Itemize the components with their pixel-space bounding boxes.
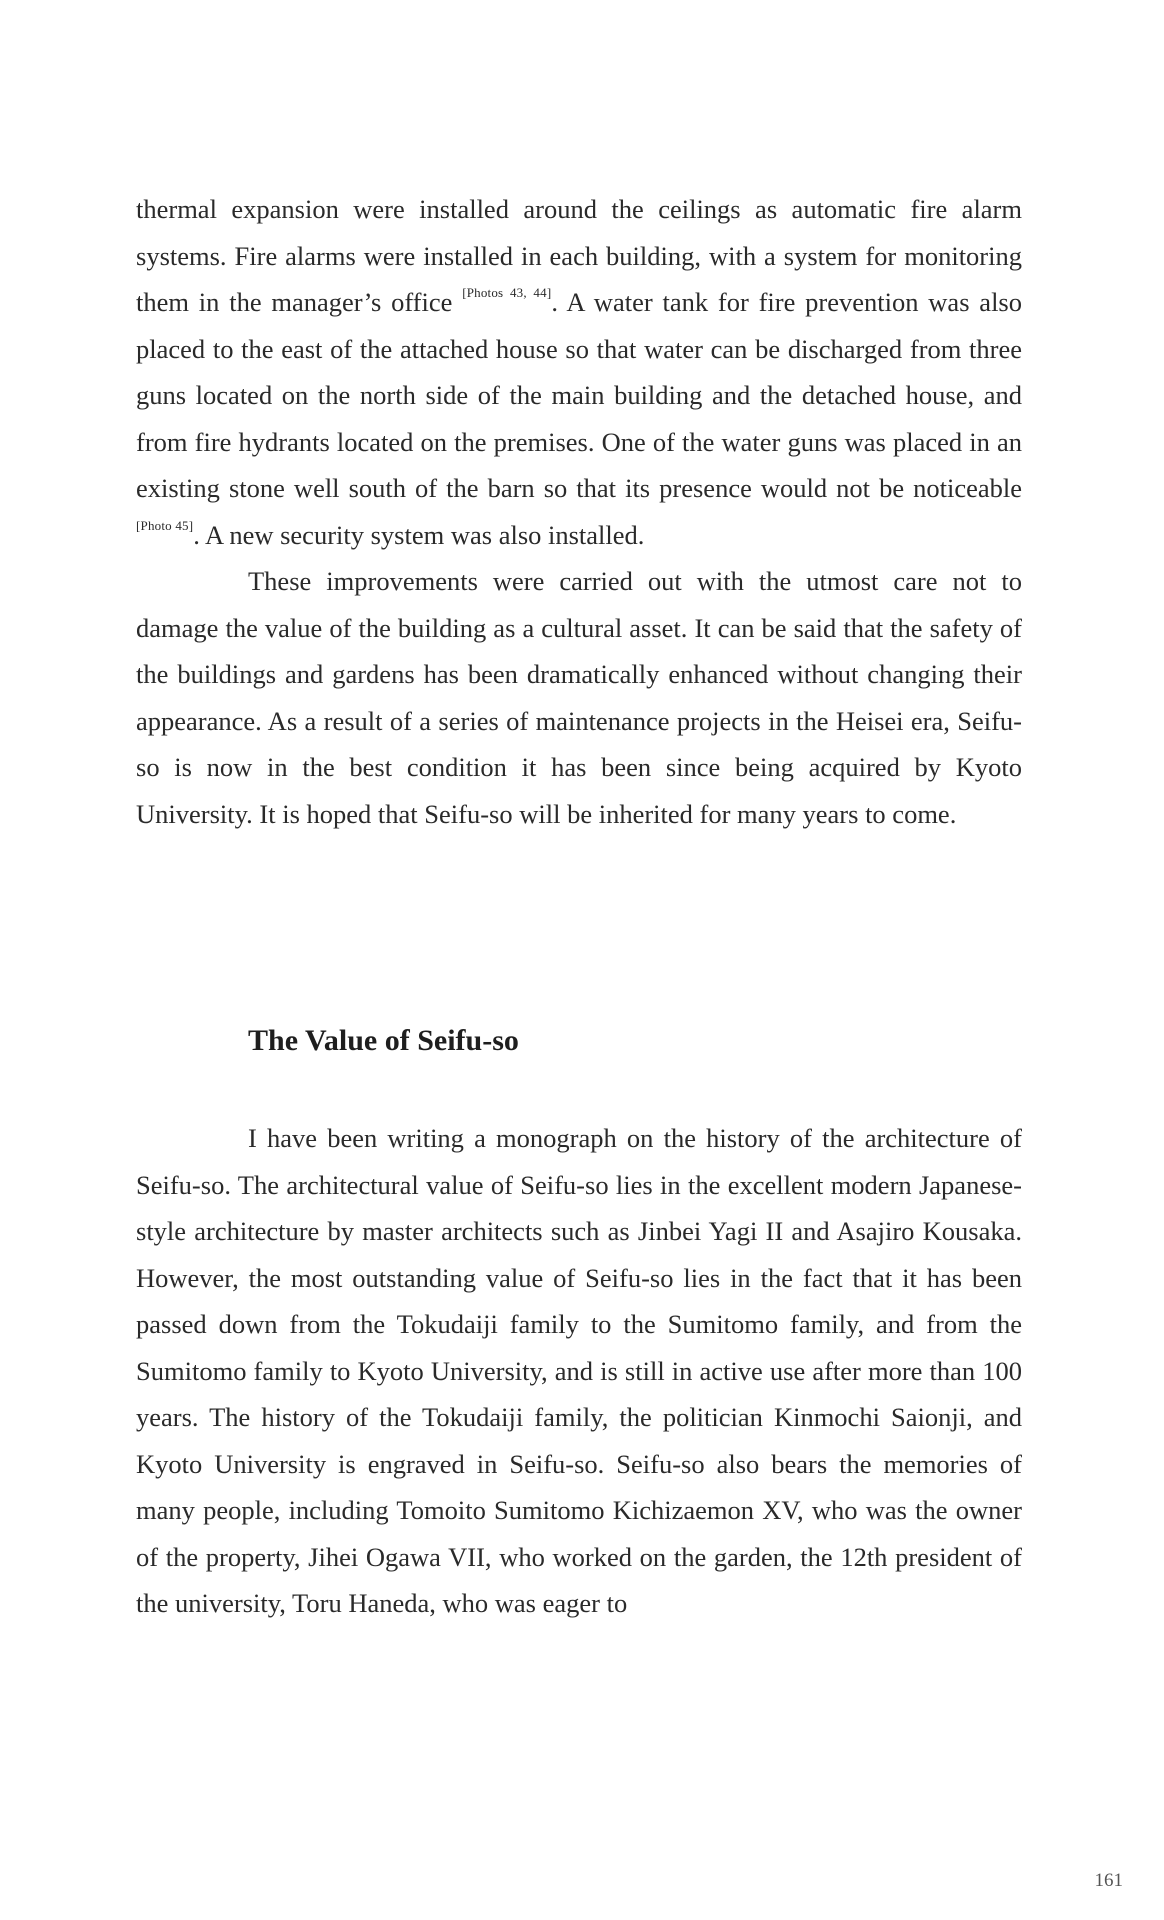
paragraph-fire-alarm-systems: [136, 186, 1022, 558]
paragraph-text: . A water tank for fire prevention was also placed to the east of the attached house so that water can be discharged from three guns located on the north side of the main building and the detached house, and from fire hydrants located on the premises. One of the water guns was placed in an existing stone well south of the barn so that its presence would not be noticeable: [136, 287, 1022, 503]
paragraph-text: . A new security system was also installed.: [193, 519, 645, 550]
photo-reference-45: [Photo 45]: [136, 517, 194, 533]
page-number: 161: [1094, 1870, 1123, 1891]
section-heading: The Value of Seifu-so: [248, 1024, 519, 1057]
paragraph-improvements: These improvements were carried out with the utmost care not to damage the value of the building as a cultural asset. It can be said that the safety of the buildings and gardens has been dramatically enhanced without changing their appearance. As a result of a series of maintenance projects in the Heisei era, Seifu-so is now in the best condition it has been since being acquired by Kyoto University. It is hoped that Seifu-so will be inherited for many years to come.: [136, 566, 1022, 829]
body-text-upper: [136, 186, 1022, 837]
paragraph-architectural-value: I have been writing a monograph on the history of the architecture of Seifu-so. The architectural value of Seifu-so lies in the excellent modern Japanese-style architecture by master architects such as Jinbei Yagi II and Asajiro Kousaka. However, the most outstanding value of Seifu-so lies in the fact that it has been passed down from the Tokudaiji family to the Sumitomo family, and from the Sumitomo family to Kyoto University, and is still in active use after more than 100 years. The history of the Tokudaiji family, the politician Kinmochi Saionji, and Kyoto University is engraved in Seifu-so. Seifu-so also bears the memories of many people, including Tomoito Sumitomo Kichizaemon XV, who was the owner of the property, Jihei Ogawa VII, who worked on the garden, the 12th president of the university, Toru Haneda, who was eager to: [136, 1123, 1022, 1618]
photo-reference-43-44: [Photos 43, 44]: [462, 285, 552, 300]
paragraph-text: thermal expansion were installed around the ceilings as automatic fire alarm systems. Fire alarms were installed in each building, with a system for monitoring them in the manager’s office: [136, 194, 1022, 317]
body-text-lower: [136, 1115, 1022, 1627]
